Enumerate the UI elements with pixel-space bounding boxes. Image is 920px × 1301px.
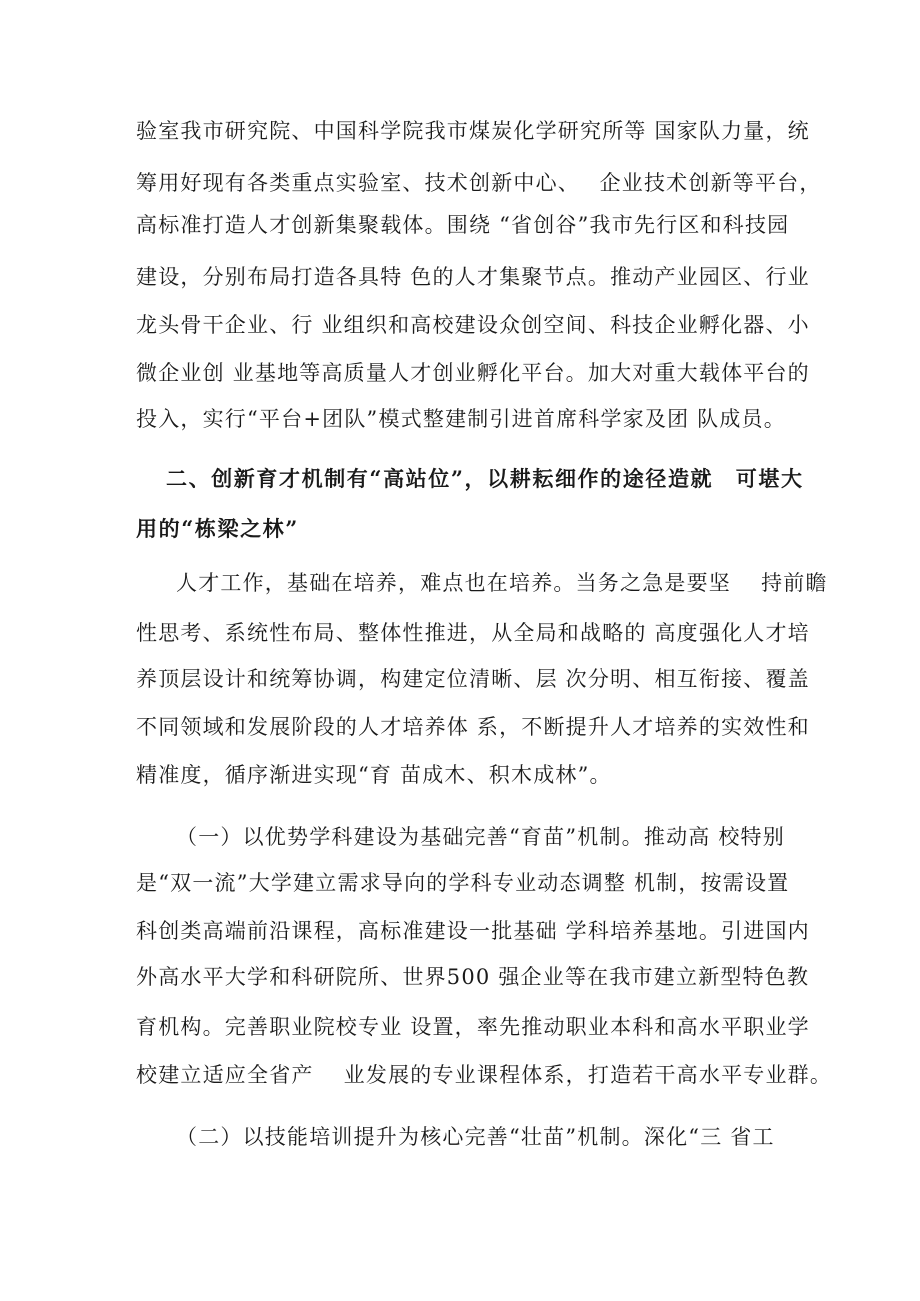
text-line: 不同领域和发展阶段的人才培养体 系，不断提升人才培养的实效性和	[136, 715, 810, 739]
text-line: 外高水平大学和科研院所、世界500 强企业等在我市建立新型特色教	[136, 965, 810, 989]
text-line: 校建立适应全省产 业发展的专业课程体系，打造若干高水平专业群。	[136, 1063, 833, 1087]
text-line: （二）以技能培训提升为核心完善“壮苗”机制。深化“三 省工	[176, 1125, 775, 1149]
text-line: 育机构。完善职业院校专业 设置，率先推动职业本科和高水平职业学	[136, 1015, 810, 1039]
text-line: 建设，分别布局打造各具特 色的人才集聚节点。推动产业园区、行业	[136, 265, 810, 289]
text-line: 高标准打造人才创新集聚载体。围绕 “省创谷”我市先行区和科技园	[136, 213, 790, 237]
text-line: 科创类高端前沿课程，高标准建设一批基础 学科培养基地。引进国内	[136, 919, 810, 943]
heading-line: 二、创新育才机制有“高站位”，以耕耘细作的途径造就 可堪大	[166, 466, 804, 491]
text-line: 微企业创 业基地等高质量人才创业孵化平台。加大对重大载体平台的	[136, 361, 810, 385]
heading-line: 用的“栋梁之林”	[136, 516, 299, 541]
text-line: 人才工作，基础在培养，难点也在培养。当务之急是要坚 持前瞻	[176, 571, 828, 595]
text-line: 投入，实行“平台+团队”模式整建制引进首席科学家及团 队成员。	[136, 407, 786, 431]
text-line: 性思考、系统性布局、整体性推进，从全局和战略的 高度强化人才培	[136, 621, 810, 645]
text-line: 筹用好现有各类重点实验室、技术创新中心、 企业技术创新等平台，	[136, 171, 822, 195]
text-line: （一）以优势学科建设为基础完善“育苗”机制。推动高 校特别	[176, 825, 785, 849]
text-line: 是“双一流”大学建立需求导向的学科专业动态调整 机制，按需设置	[136, 871, 790, 895]
text-line: 龙头骨干企业、行 业组织和高校建设众创空间、科技企业孵化器、小	[136, 313, 810, 337]
text-line: 验室我市研究院、中国科学院我市煤炭化学研究所等 国家队力量，统	[136, 119, 810, 143]
text-line: 精准度，循序渐进实现“育 苗成木、积木成林”。	[136, 763, 612, 787]
text-line: 养顶层设计和统筹协调，构建定位清晰、层 次分明、相互衔接、覆盖	[136, 667, 810, 691]
